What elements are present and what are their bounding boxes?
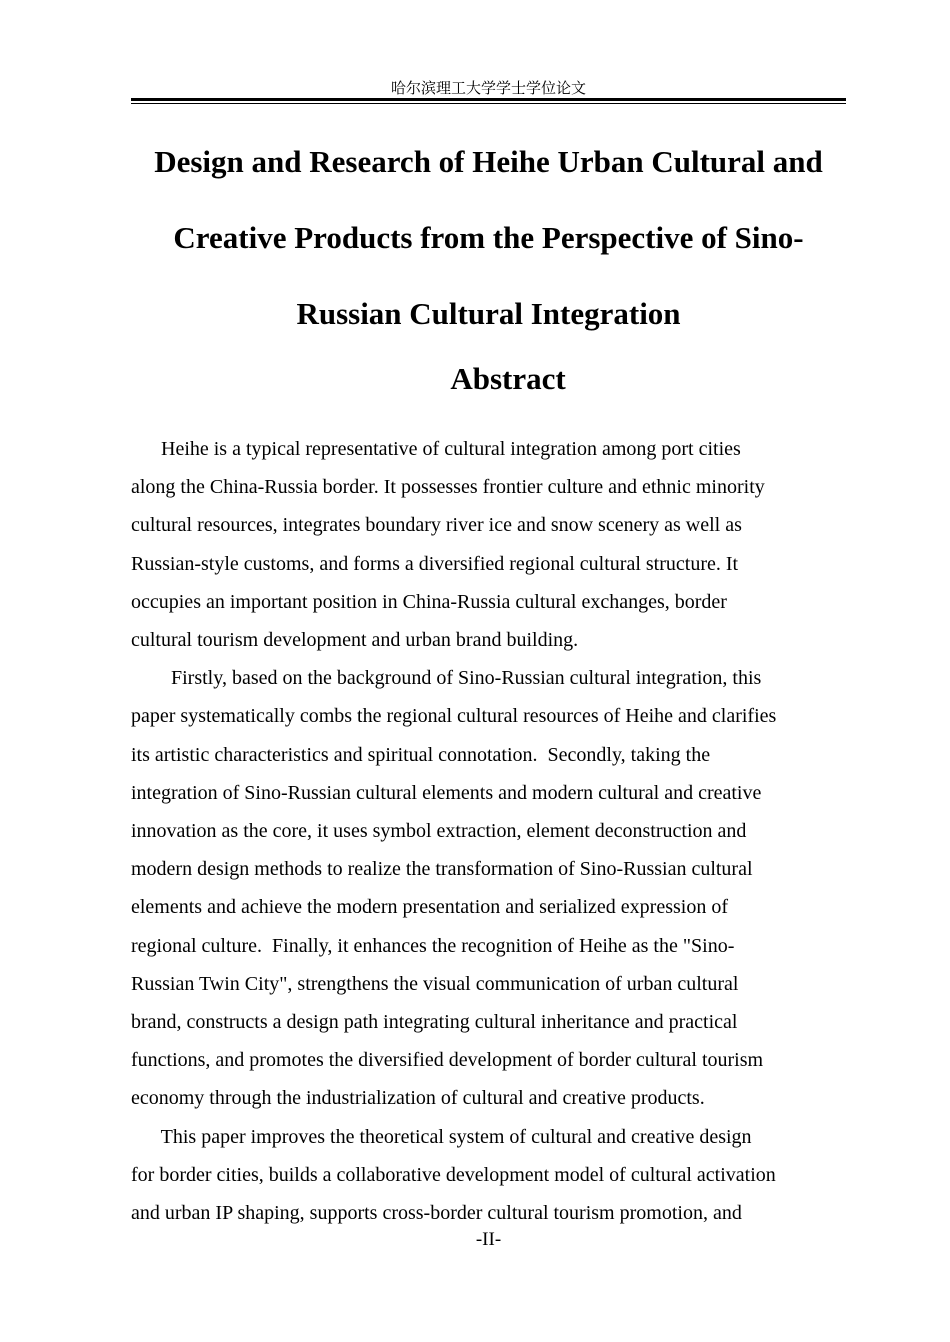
text-line: economy through the industrialization of cultural and creative products. — [131, 1087, 705, 1110]
text-line: brand, constructs a design path integrating cultural inheritance and practical — [131, 1011, 738, 1034]
text-line: elements and achieve the modern presentation and serialized expression of — [131, 896, 728, 919]
text-line: cultural resources, integrates boundary river ice and snow scenery as well as — [131, 514, 742, 537]
title-line: Russian Cultural Integration — [296, 296, 681, 331]
text-line: functions, and promotes the diversified development of border cultural tourism — [131, 1049, 764, 1072]
text-line: Heihe is a typical representative of cultural integration among port cities — [131, 438, 741, 460]
text-line: modern design methods to realize the transformation of Sino-Russian cultural — [131, 858, 753, 881]
text-line: along the China-Russia border. It possesses frontier culture and ethnic minority — [131, 476, 765, 499]
title-line: Design and Research of Heihe Urban Cultural and — [154, 144, 823, 179]
text-line: cultural tourism development and urban brand building. — [131, 629, 579, 652]
running-header: 哈尔滨理工大学学士学位论文 — [390, 79, 586, 97]
abstract-paragraph — [131, 1118, 851, 1233]
header-rule-thin — [131, 103, 846, 104]
abstract-heading: Abstract — [450, 361, 566, 396]
text-line: occupies an important position in China-Russia cultural exchanges, border — [131, 590, 727, 613]
page-number: -II- — [475, 1229, 502, 1250]
text-line: This paper improves the theoretical system of cultural and creative design — [131, 1125, 752, 1148]
text-line: innovation as the core, it uses symbol extraction, element deconstruction and — [131, 820, 747, 843]
abstract-paragraph — [131, 659, 851, 1117]
title-line: Creative Products from the Perspective of Sino- — [173, 220, 804, 255]
text-line: Russian Twin City", strengthens the visual communication of urban cultural — [131, 972, 739, 995]
text-line: Russian-style customs, and forms a diversified regional cultural structure. It — [131, 552, 739, 575]
paper-title — [120, 124, 857, 352]
text-line: its artistic characteristics and spiritual connotation. Secondly, taking the — [131, 743, 711, 766]
text-line: Firstly, based on the background of Sino-Russian cultural integration, this — [131, 667, 762, 690]
text-line: for border cities, builds a collaborative development model of cultural activation — [131, 1163, 776, 1186]
text-line: and urban IP shaping, supports cross-border cultural tourism promotion, and — [131, 1202, 742, 1225]
header-rule-thick — [131, 98, 846, 101]
abstract-paragraph — [131, 430, 851, 659]
text-line: regional culture. Finally, it enhances the recognition of Heihe as the "Sino- — [131, 934, 735, 957]
text-line: paper systematically combs the regional cultural resources of Heihe and clarifies — [131, 705, 777, 728]
abstract-body — [131, 430, 851, 1232]
text-line: integration of Sino-Russian cultural elements and modern cultural and creative — [131, 781, 762, 804]
